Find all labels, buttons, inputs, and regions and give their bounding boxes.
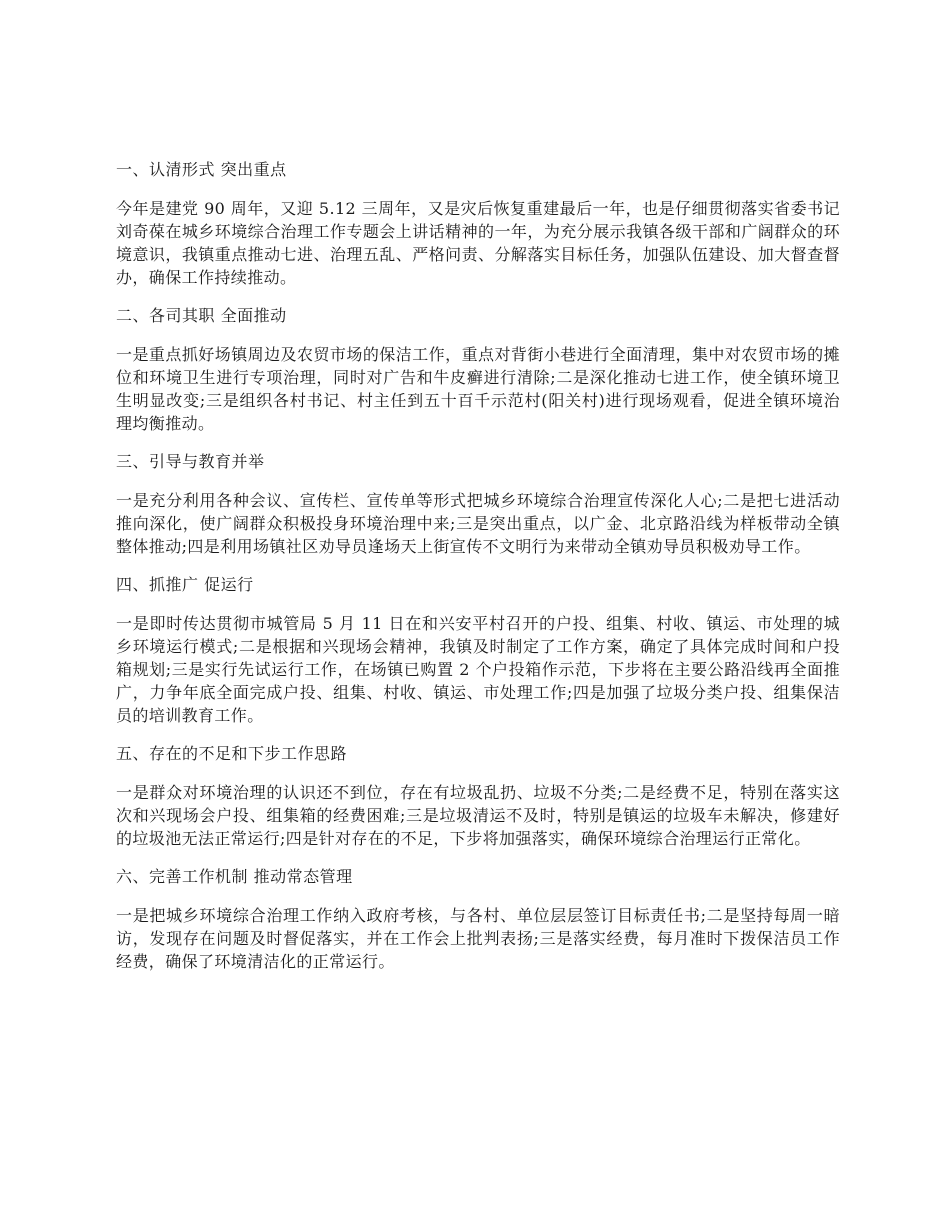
section-heading-6: 六、完善工作机制 推动常态管理 — [116, 867, 353, 886]
section-body-2: 一是重点抓好场镇周边及农贸市场的保洁工作，重点对背街小巷进行全面清理，集中对农贸市场的摊位和环境卫生进行专项治理，同时对广告和牛皮癣进行清除;二是深化推动七进工作，使全镇环境卫生明显改变;三是组织各村书记、村主任到五十百千示范村(阳关村)进行现场观看，促进全镇环境治理均衡推动。 — [116, 345, 840, 433]
document-page — [116, 158, 840, 988]
section-heading-2: 二、各司其职 全面推动 — [116, 306, 287, 325]
section-heading-4: 四、抓推广 促运行 — [116, 575, 254, 594]
section-body-6: 一是把城乡环境综合治理工作纳入政府考核，与各村、单位层层签订目标责任书;二是坚持每周一暗访，发现存在问题及时督促落实，并在工作会上批判表扬;三是落实经费，每月准时下拨保洁员工作经费，确保了环境清洁化的正常运行。 — [116, 906, 840, 971]
section-heading-5: 五、存在的不足和下步工作思路 — [116, 744, 348, 763]
section-heading-3: 三、引导与教育并举 — [116, 452, 265, 471]
section-body-4: 一是即时传达贯彻市城管局 5 月 11 日在和兴安平村召开的户投、组集、村收、镇运、市处理的城乡环境运行模式;二是根据和兴现场会精神，我镇及时制定了工作方案，确定了具体完成时间和户投箱规划;三是实行先试运行工作，在场镇已购置 2 个户投箱作示范，下步将在主要公路沿线再全面推广，力争年底全面完成户投、组集、村收、镇运、市处理工作;四是加强了垃圾分类户投、组集保洁员的培训教育工作。 — [116, 614, 840, 725]
section-body-3: 一是充分利用各种会议、宣传栏、宣传单等形式把城乡环境综合治理宣传深化人心;二是把七进活动推向深化，使广阔群众积极投身环境治理中来;三是突出重点，以广金、北京路沿线为样板带动全镇整体推动;四是利用场镇社区劝导员逢场天上街宣传不文明行为来带动全镇劝导员积极劝导工作。 — [116, 491, 840, 556]
section-body-1: 今年是建党 90 周年，又迎 5.12 三周年，又是灾后恢复重建最后一年，也是仔细贯彻落实省委书记刘奇葆在城乡环境综合治理工作专题会上讲话精神的一年，为充分展示我镇各级干部和广阔群众的环境意识，我镇重点推动七进、治理五乱、严格问责、分解落实目标任务，加强队伍建设、加大督查督办，确保工作持续推动。 — [116, 199, 840, 287]
section-heading-1: 一、认清形式 突出重点 — [116, 160, 287, 179]
section-body-5: 一是群众对环境治理的认识还不到位，存在有垃圾乱扔、垃圾不分类;二是经费不足，特别在落实这次和兴现场会户投、组集箱的经费困难;三是垃圾清运不及时，特别是镇运的垃圾车未解决，修建好的垃圾池无法正常运行;四是针对存在的不足，下步将加强落实，确保环境综合治理运行正常化。 — [116, 783, 840, 848]
